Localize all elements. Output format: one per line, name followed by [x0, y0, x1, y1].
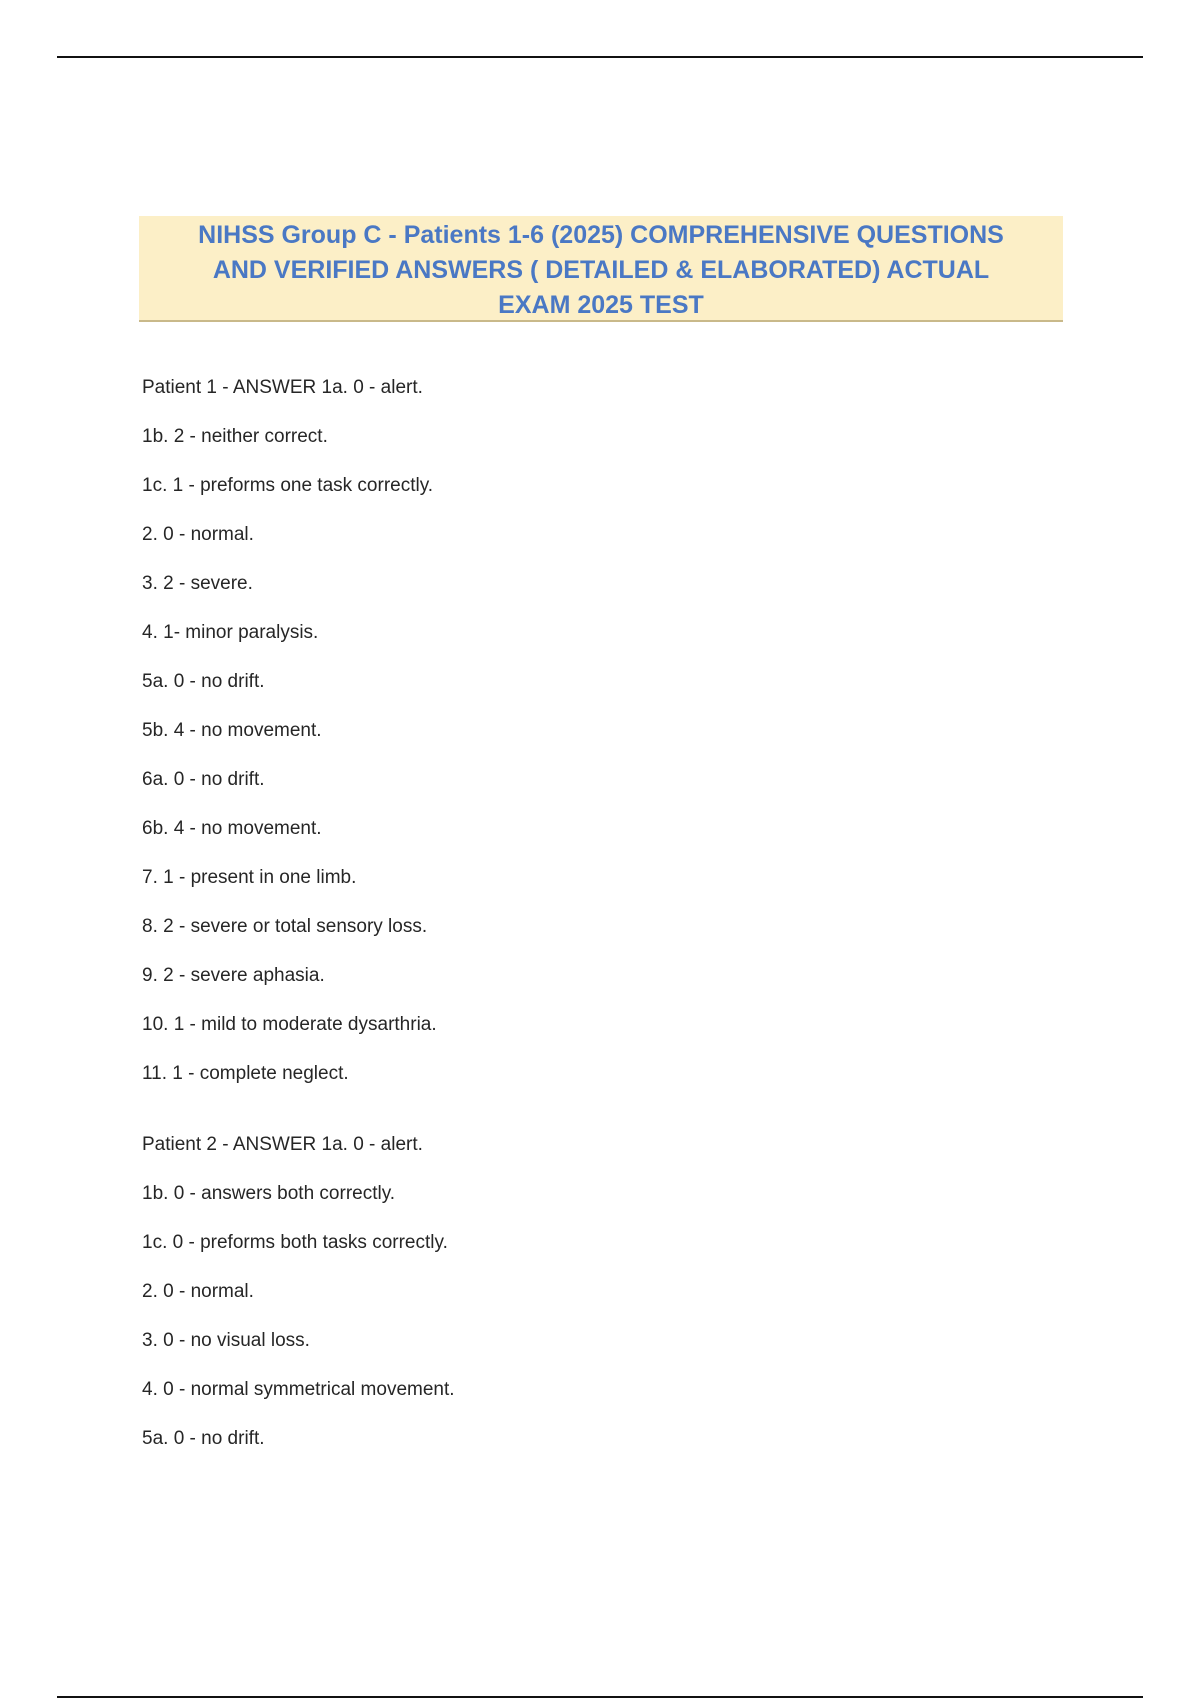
document-title-line: EXAM 2025 TEST	[498, 291, 704, 319]
answer-line: 5a. 0 - no drift.	[142, 671, 265, 692]
answer-line: 6a. 0 - no drift.	[142, 769, 265, 790]
answer-line: 4. 0 - normal symmetrical movement.	[142, 1379, 455, 1400]
answer-line: 3. 2 - severe.	[142, 573, 253, 594]
answer-line: 10. 1 - mild to moderate dysarthria.	[142, 1014, 437, 1035]
answer-line: 3. 0 - no visual loss.	[142, 1330, 310, 1351]
patient-1-answers	[142, 377, 1042, 1085]
answer-line: 5b. 4 - no movement.	[142, 720, 322, 741]
answer-line: Patient 1 - ANSWER 1a. 0 - alert.	[142, 377, 423, 398]
document-title-box	[139, 216, 1063, 322]
document-title-line: AND VERIFIED ANSWERS ( DETAILED & ELABORATED) ACTUAL	[212, 256, 990, 284]
answer-line: 1c. 0 - preforms both tasks correctly.	[142, 1232, 448, 1253]
answer-line: 6b. 4 - no movement.	[142, 818, 322, 839]
answer-line: 8. 2 - severe or total sensory loss.	[142, 916, 428, 937]
answer-line: 7. 1 - present in one limb.	[142, 867, 357, 888]
patient-2-answers	[142, 1134, 1042, 1450]
answer-line: 5a. 0 - no drift.	[142, 1428, 265, 1449]
answer-line: 9. 2 - severe aphasia.	[142, 965, 325, 986]
answer-line: 2. 0 - normal.	[142, 524, 254, 545]
header-rule	[57, 56, 1143, 58]
answer-line: 11. 1 - complete neglect.	[142, 1063, 349, 1084]
document-title-line: NIHSS Group C - Patients 1-6 (2025) COMPREHENSIVE QUESTIONS	[198, 221, 1004, 249]
answer-line: 2. 0 - normal.	[142, 1281, 254, 1302]
answer-line: Patient 2 - ANSWER 1a. 0 - alert.	[142, 1134, 423, 1155]
answer-line: 1b. 2 - neither correct.	[142, 426, 328, 447]
answer-line: 1b. 0 - answers both correctly.	[142, 1183, 396, 1204]
answer-line: 4. 1- minor paralysis.	[142, 622, 319, 643]
answer-list	[142, 377, 1042, 1477]
footer-rule	[57, 1696, 1143, 1698]
answer-line: 1c. 1 - preforms one task correctly.	[142, 475, 434, 496]
